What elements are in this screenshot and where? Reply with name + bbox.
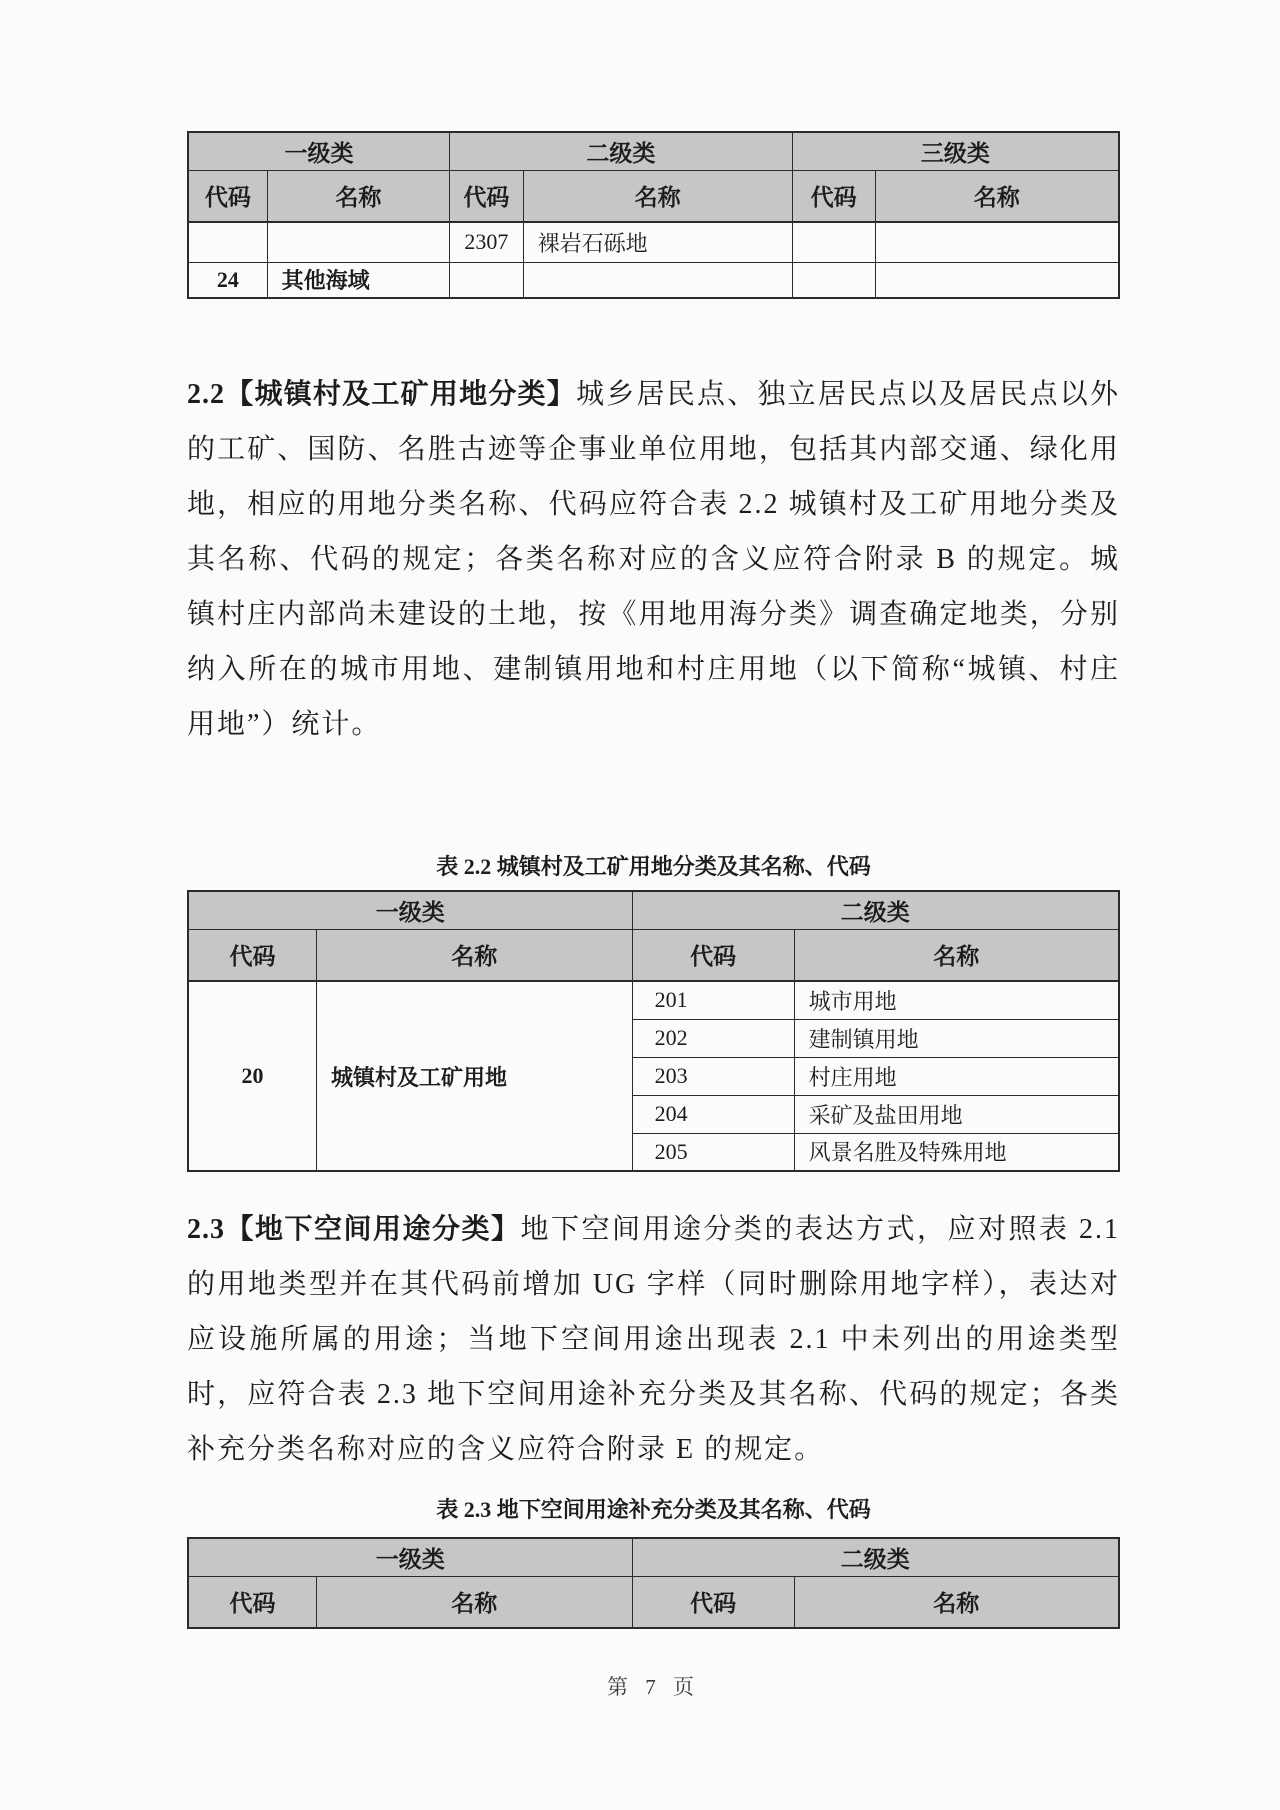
table-2-3 (187, 1537, 1120, 1629)
table-section-header-row (188, 132, 1119, 170)
col-header-code: 代码 (632, 1576, 794, 1628)
page-number: 第 7 页 (607, 1675, 700, 1699)
paragraph-2-2-body: 城乡居民点、独立居民点以及居民点以外的工矿、国防、名胜古迹等企事业单位用地，包括其内部交通、绿化用地，相应的用地分类名称、代码应符合表 2.2 城镇村及工矿用地分类及其名称、代码的规定；各类名称对应的含义应符合附录 B 的规定。城镇村庄内部尚未建设的土地，按《用地用海分类》调查确定地类，分别纳入所在的城市用地、建制镇用地和村庄用地（以下简称“城镇、村庄用地”）统计。 (187, 379, 1120, 740)
cell-name: 风景名胜及特殊用地 (794, 1133, 1119, 1171)
paragraph-2-3 (187, 1202, 1120, 1477)
land-class-table-continued (187, 131, 1120, 299)
table-row (188, 222, 1119, 262)
cell-empty (450, 262, 524, 298)
table-section-header-row (188, 1538, 1119, 1576)
cell-name: 村庄用地 (794, 1057, 1119, 1095)
cell-code: 202 (632, 1019, 794, 1057)
table-row (188, 981, 1119, 1019)
cell-empty (523, 262, 792, 298)
table-2-2 (187, 890, 1120, 1172)
cell-name: 建制镇用地 (794, 1019, 1119, 1057)
paragraph-2-3-heading: 2.3【地下空间用途分类】 (187, 1214, 521, 1245)
table-subheader-row (188, 170, 1119, 222)
cell-empty (188, 222, 267, 262)
col-header-code: 代码 (188, 929, 316, 981)
table-section-header-row (188, 891, 1119, 929)
cell-level1-code: 20 (188, 981, 316, 1171)
cell-empty (875, 262, 1119, 298)
table-subheader-row (188, 1576, 1119, 1628)
cell-level1-name: 城镇村及工矿用地 (316, 981, 632, 1171)
cell-empty (792, 262, 875, 298)
paragraph-2-2 (187, 367, 1120, 752)
cell-name: 其他海域 (267, 262, 449, 298)
document-content (187, 131, 1120, 1701)
col-header-code: 代码 (450, 170, 524, 222)
table-subheader-row (188, 929, 1119, 981)
cell-empty (792, 222, 875, 262)
col-header-name: 名称 (316, 1576, 632, 1628)
cell-code: 24 (188, 262, 267, 298)
cell-empty (875, 222, 1119, 262)
col-header-name: 名称 (523, 170, 792, 222)
cell-code: 205 (632, 1133, 794, 1171)
section-header-level1: 一级类 (188, 132, 450, 170)
cell-name: 采矿及盐田用地 (794, 1095, 1119, 1133)
section-header-level1: 一级类 (188, 1538, 632, 1576)
col-header-name: 名称 (794, 1576, 1119, 1628)
table-row (188, 262, 1119, 298)
col-header-code: 代码 (632, 929, 794, 981)
col-header-code: 代码 (188, 170, 267, 222)
cell-code: 201 (632, 981, 794, 1019)
section-header-level2: 二级类 (632, 1538, 1119, 1576)
paragraph-2-2-heading: 2.2【城镇村及工矿用地分类】 (187, 379, 577, 410)
col-header-name: 名称 (875, 170, 1119, 222)
paragraph-2-3-body: 地下空间用途分类的表达方式，应对照表 2.1 的用地类型并在其代码前增加 UG 字样（同时删除用地字样），表达对应设施所属的用途；当地下空间用途出现表 2.1 中未列出的用途类型时，应符合表 2.3 地下空间用途补充分类及其名称、代码的规定；各类补充分类名称对应的含义应符合附录 E 的规定。 (187, 1214, 1120, 1465)
section-header-level3: 三级类 (792, 132, 1119, 170)
col-header-code: 代码 (188, 1576, 316, 1628)
col-header-name: 名称 (267, 170, 449, 222)
table-2-3-caption: 表 2.3 地下空间用途补充分类及其名称、代码 (436, 1497, 871, 1522)
section-header-level2: 二级类 (632, 891, 1119, 929)
cell-code: 203 (632, 1057, 794, 1095)
cell-name: 裸岩石砾地 (523, 222, 792, 262)
table-2-2-caption: 表 2.2 城镇村及工矿用地分类及其名称、代码 (436, 854, 871, 879)
cell-code: 204 (632, 1095, 794, 1133)
col-header-name: 名称 (316, 929, 632, 981)
col-header-code: 代码 (792, 170, 875, 222)
section-header-level2: 二级类 (450, 132, 793, 170)
col-header-name: 名称 (794, 929, 1119, 981)
section-header-level1: 一级类 (188, 891, 632, 929)
cell-code: 2307 (450, 222, 524, 262)
cell-name: 城市用地 (794, 981, 1119, 1019)
cell-empty (267, 222, 449, 262)
